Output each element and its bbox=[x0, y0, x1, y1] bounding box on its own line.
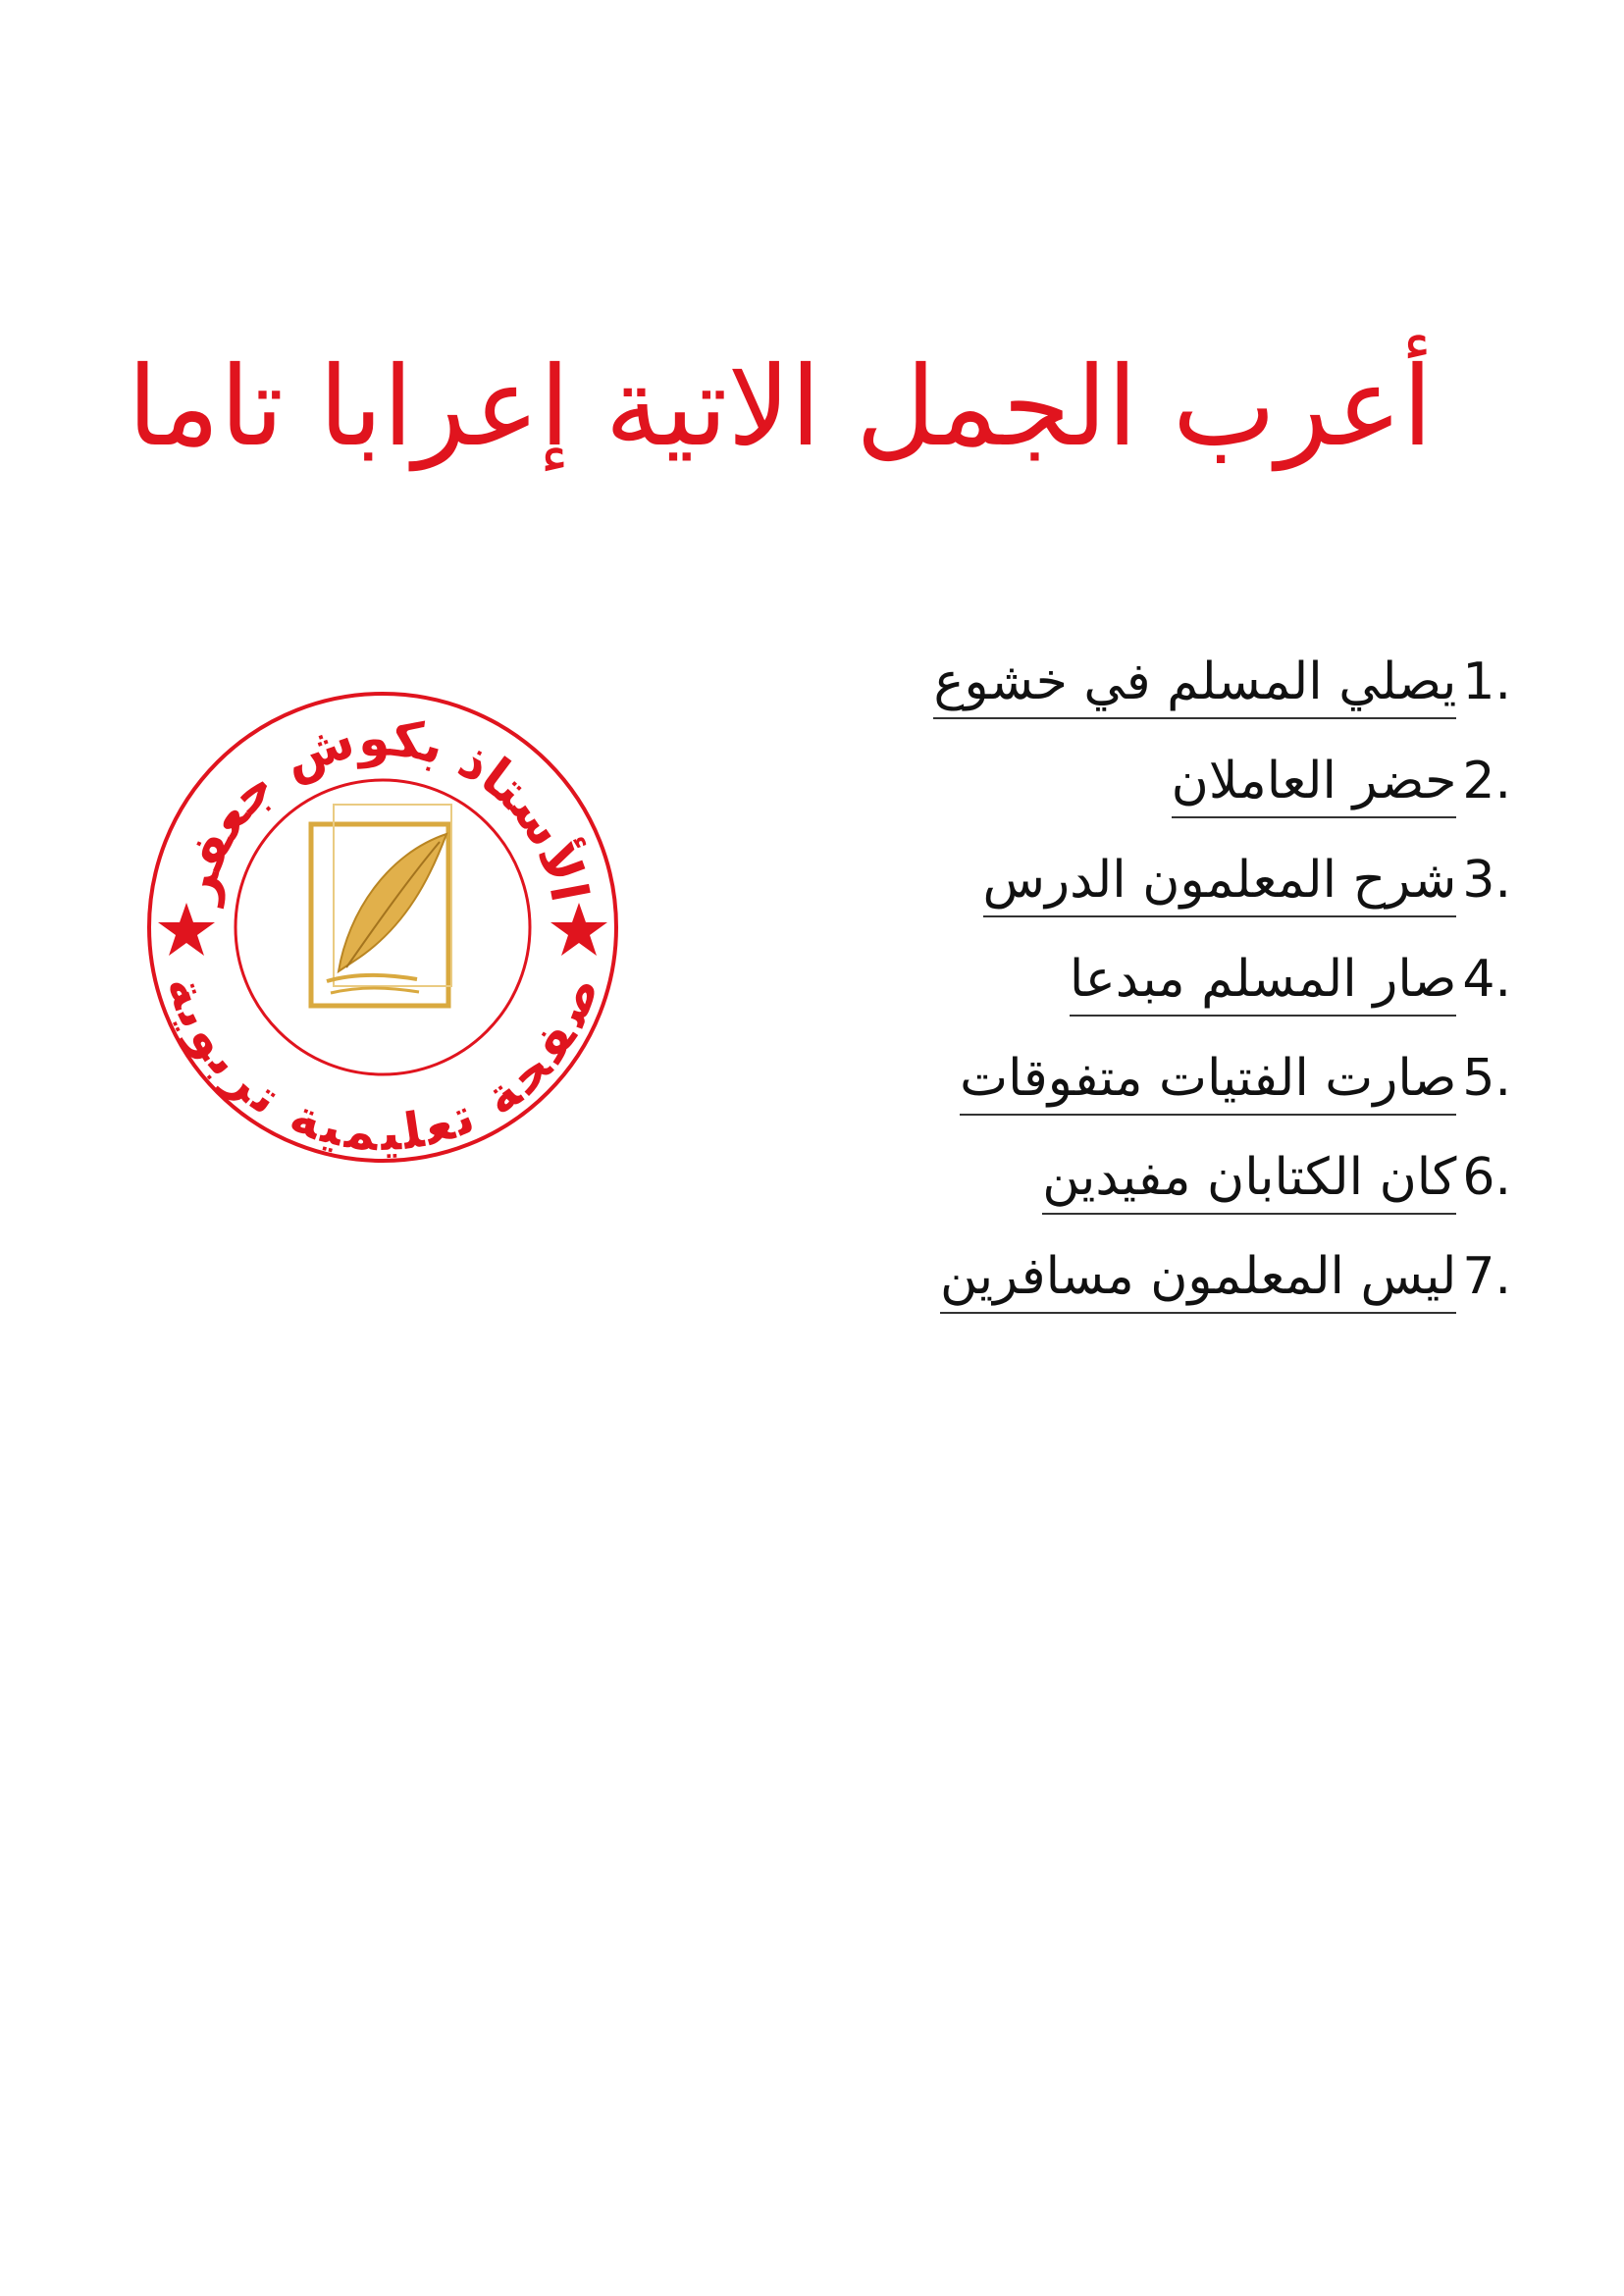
sentence-item bbox=[824, 652, 1511, 752]
sentence-text: كان الكتابان مفيدين bbox=[1042, 1148, 1456, 1215]
sentence-text: حضر العاملان bbox=[1172, 752, 1457, 818]
sentence-item bbox=[824, 1148, 1511, 1247]
sentence-item bbox=[824, 950, 1511, 1049]
sentence-number: 2. bbox=[1462, 752, 1511, 810]
sentence-item bbox=[824, 752, 1511, 851]
stamp-top-text: الأستاذ بكوش جعفر bbox=[167, 708, 599, 908]
right-star-icon bbox=[550, 903, 607, 956]
sentence-number: 3. bbox=[1462, 851, 1511, 910]
sentence-item bbox=[824, 1049, 1511, 1148]
sentence-text: شرح المعلمون الدرس bbox=[983, 851, 1457, 917]
sentence-number: 5. bbox=[1462, 1049, 1511, 1108]
quill-feather-icon bbox=[311, 805, 451, 1006]
sentence-item bbox=[824, 1247, 1511, 1346]
sentence-number: 1. bbox=[1462, 652, 1511, 711]
sentence-text: يصلي المسلم في خشوع bbox=[933, 652, 1456, 719]
sentence-number: 4. bbox=[1462, 950, 1511, 1009]
left-star-icon bbox=[158, 903, 215, 956]
sentence-list bbox=[824, 652, 1511, 1346]
sentence-number: 6. bbox=[1462, 1148, 1511, 1207]
stamp-bottom-text: صفحة تعليمية تربوية bbox=[155, 967, 610, 1163]
sentence-text: صار المسلم مبدعا bbox=[1070, 950, 1456, 1017]
sentence-text: صارت الفتيات متفوقات bbox=[960, 1049, 1456, 1116]
stamp bbox=[142, 687, 623, 1168]
sentence-text: ليس المعلمون مسافرين bbox=[940, 1247, 1456, 1314]
page-title: أعرب الجمل الاتية إعرابا تاما bbox=[127, 343, 1433, 471]
sentence-number: 7. bbox=[1462, 1247, 1511, 1306]
sentence-item bbox=[824, 851, 1511, 950]
